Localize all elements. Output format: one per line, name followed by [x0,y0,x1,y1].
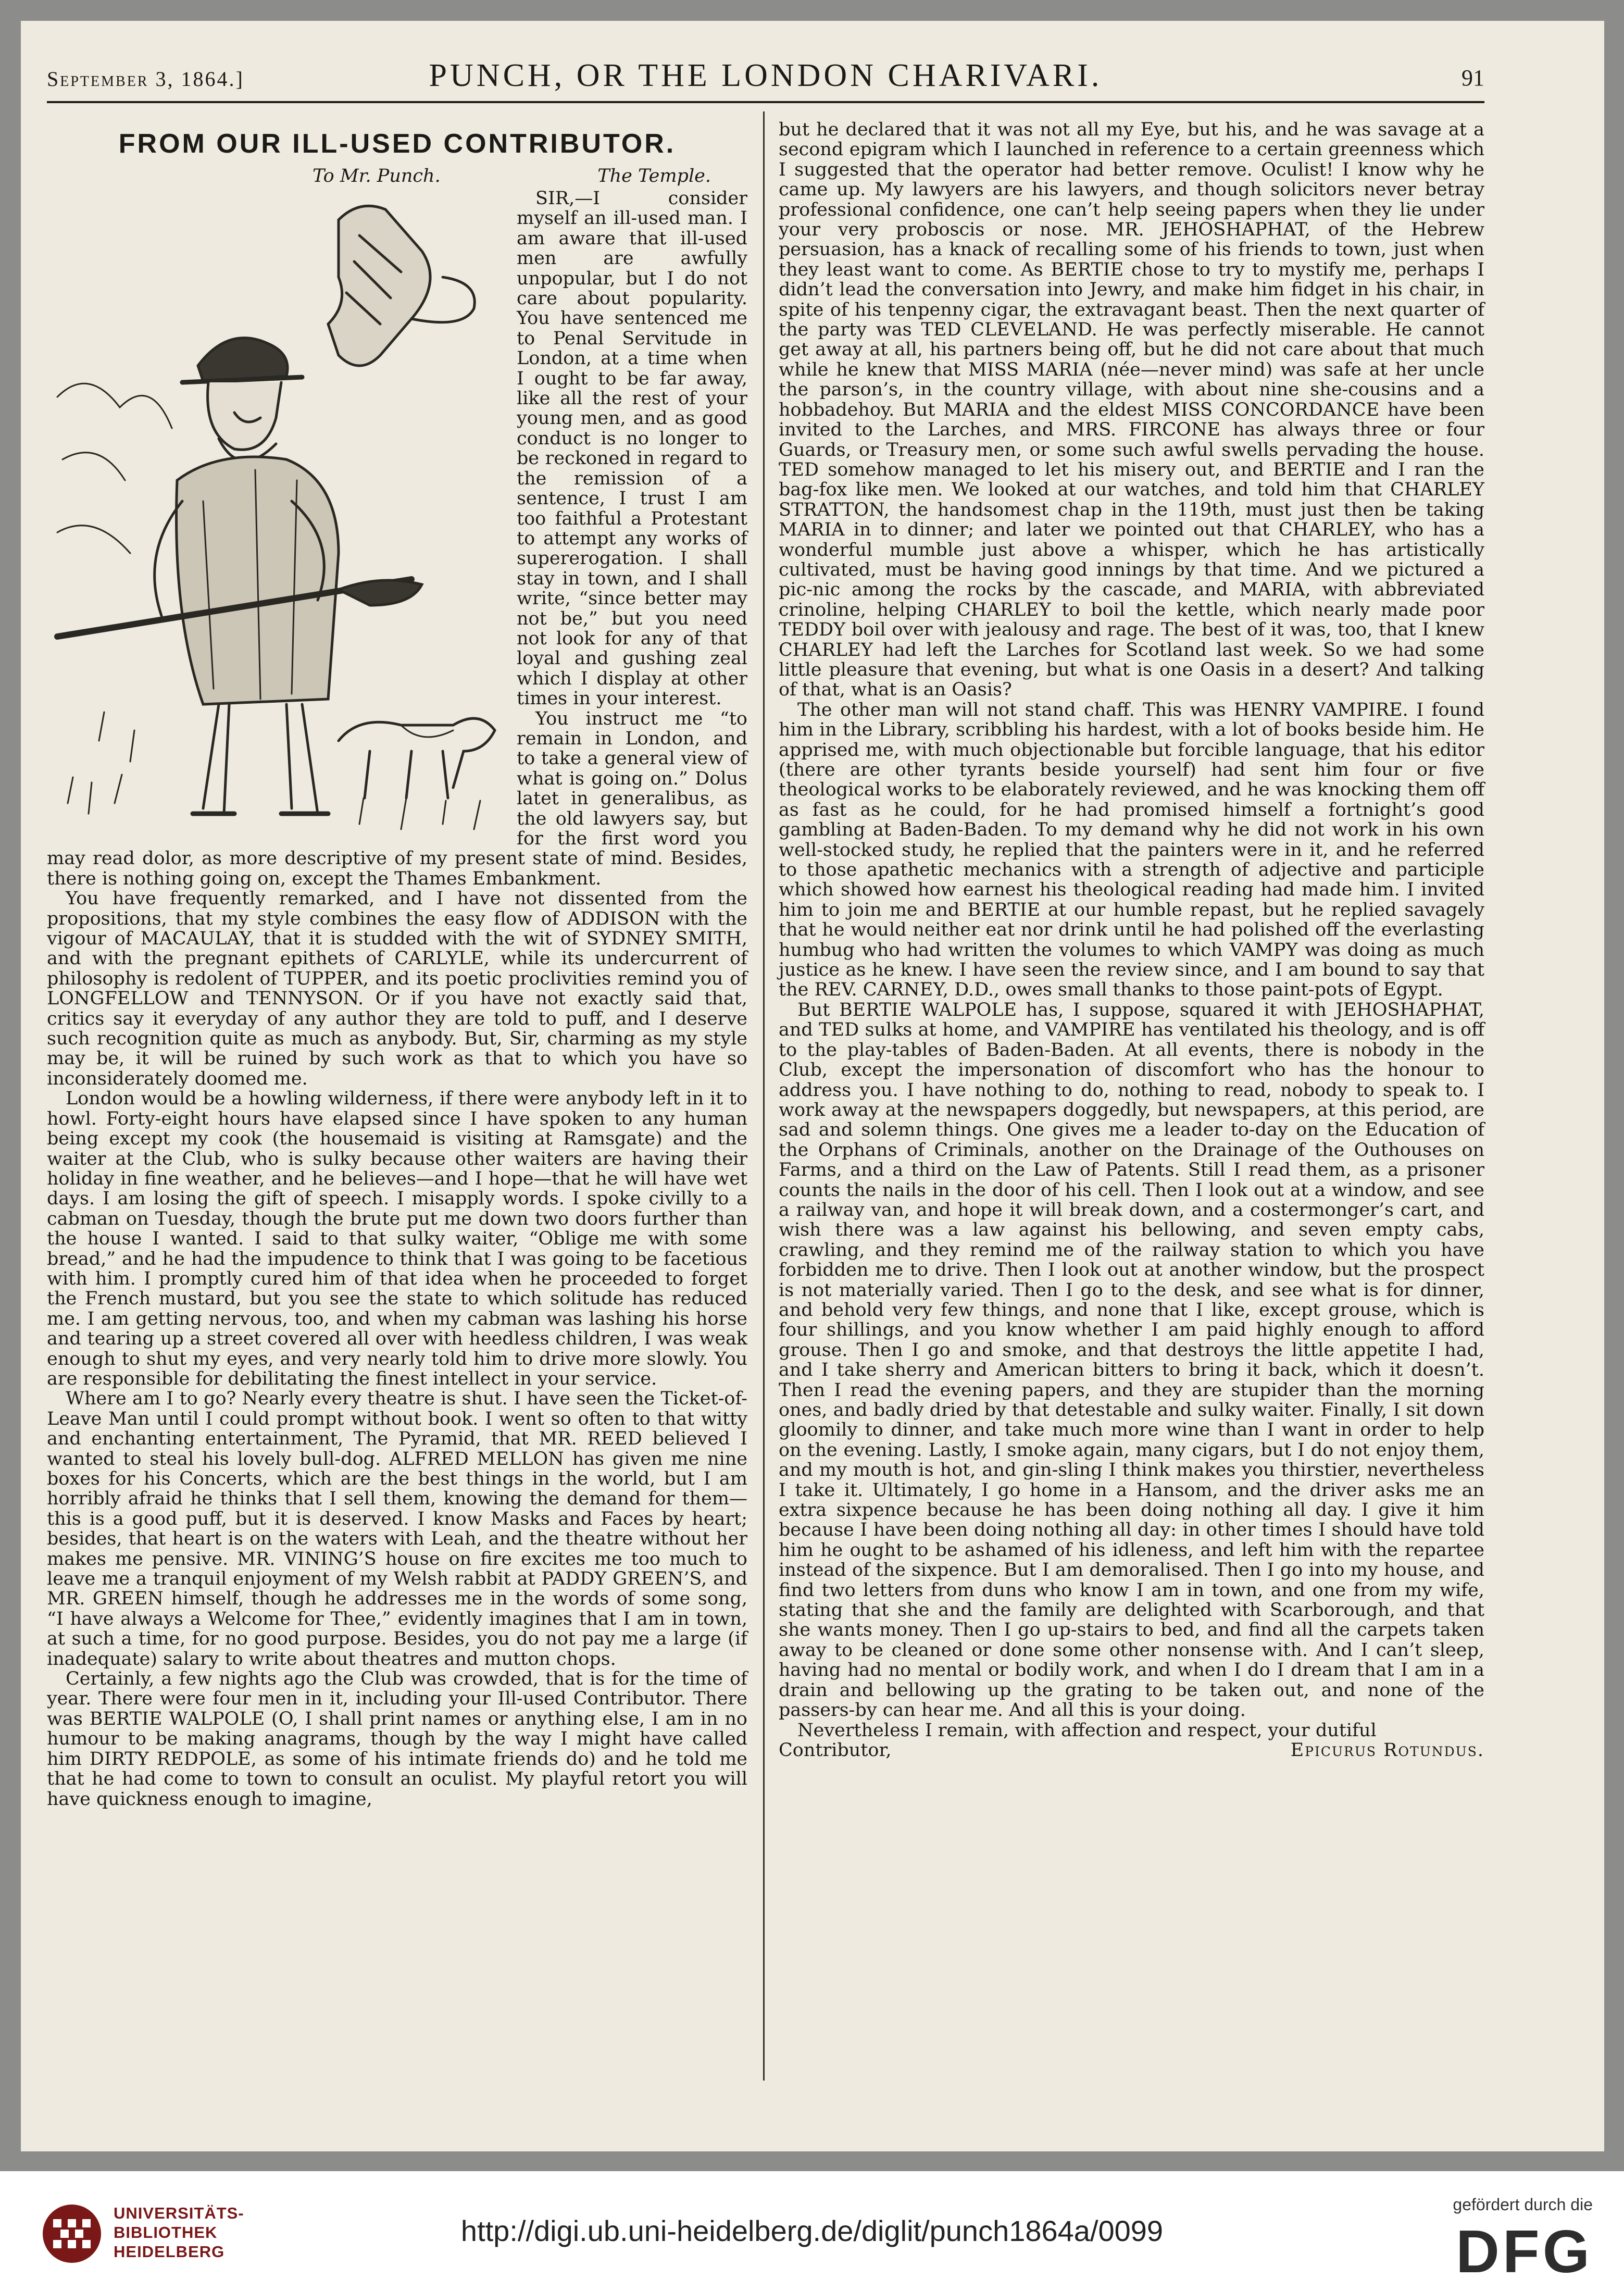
paragraph: The other man will not stand chaff. This was HENRY VAMPIRE. I found him in the Library, scribbling his hardest, with a lot of books beside him. He apprised me, with much objectionable but forcible language, that his editor (there are other tyrants beside yourself) had sent him four or five theological works to be elaborately reviewed, and he was knocking them off as fast as he could, for he had promised himself a fortnight’s good gambling at Baden-Baden. To my demand why he did not work in his own well-stocked study, he replied that the painters were in it, and he referred to those apathetic mechanics with a strength of adjective and participle which showed how earnest his theological reading had made him. I invited him to join me and BERTIE at our humble repast, but he replied savagely that he would neither eat nor drink until he had polished off the everlasting humbug who had written the volumes to which VAMPY was doing as much justice as he knew. I have seen the review since, and I am bound to say that the REV. CARNEY, D.D., owes small thanks to those paint-pots of Egypt. [779,699,1484,1001]
location: The Temple. [597,166,711,186]
issue-date: September 3, 1864.] [47,67,244,91]
scanned-page [21,21,1604,2151]
paragraph: You have frequently remarked, and I have not dissented from the propositions, that my style combines the easy flow of ADDISON with the vigour of MACAULAY, that it is studded with the wit of SYDNEY SMITH, and with the pregnant epithets of CARLYLE, while its undercurrent of philosophy is redolent of TUPPER, and its poetic proclivities remind you of LONGFELLOW and TENNYSON. Or if you have not exactly said that, critics say it everyday of any author they are told to puff, and I deserve such recognition quite as much as anybody. But, Sir, charming as my style may be, it will be ruined by such work as that to which you have so inconsiderately doomed me. [47,888,747,1089]
paragraph: But BERTIE WALPOLE has, I suppose, squared it with JEHOSHAPHAT, and TED sulks at home, and VAMPIRE has ventilated his theology, and is off to the play-tables of Baden-Baden. At all events, there is nobody in the Club, except the impersonation of discomfort who has the honour to address you. I have nothing to do, nothing to read, nobody to speak to. I work away at the newspapers doggedly, but newspapers, at this period, are sad and solemn things. One gives me a leader to-day on the Education of the Orphans of Criminals, another on the Drainage of the Outhouses on Farms, and a third on the Law of Patents. Still I read them, as a prisoner counts the nails in the door of his cell. Then I look out at a window, and see a railway van, and hope it will break down, and a costermonger’s cart, and wish there was a law against his bellowing, and seven empty cabs, crawling, and they remind me of the railway station to which you have forbidden me to drive. Then I look out at another window, but the prospect is not materially varied. Then I go to the desk, and see what is for dinner, and behold very few things, and none that I like, except grouse, which is four shillings, and you know whether I am paid highly enough to afford grouse. Then I go and smoke, and that destroys the little appetite I had, and I take sherry and American bitters to bring it back, which it doesn’t. Then I read the evening papers, and they are stupider than the morning ones, and badly dried by that detestable and sulky waiter. Finally, I sit down gloomily to dinner, and take much more wine than I want in order to help on the evening. Lastly, I smoke again, many cigars, but I do not enjoy them, and my mouth is hot, and gin-sling I think makes you thirstier, nevertheless I take it. Ultimately, I go home in a Hansom, and the driver asks me an extra sixpence because he has been doing nothing all day. I give it him because I have been doing nothing all day: in other times I should have told him he ought to be ashamed of his idleness, and left him with the repartee instead of the sixpence. But I am demoralised. Then I go into my house, and find two letters from duns who know I am in town, and one from my wife, stating that she and the family are delighted with Scarborough, and that she wants money. Then I go up-stairs to bed, and find all the carpets taken away to be cleaned or done some other nonsense with. And I can’t sleep, having had no mental or bodily work, and when I do I dream that I am in a drain and bellowing up the grating to be taken out, and none of the passers-by can hear me. And all this is your doing. [779,999,1484,1721]
header-rule [47,101,1484,103]
dfg-logo[interactable]: DFG [1456,2218,1593,2285]
running-head [47,57,1484,99]
paragraph: You instruct me “to remain in London, and to take a general view of what is going on.” Dolus latet in generalibus, as the old lawyers say, but for the first word you may read dolor, as more descriptive of my present state of mind. Besides, there is nothing going on, except the Thames Embankment. [47,708,747,889]
article-heading: FROM OUR ILL-USED CONTRIBUTOR. [118,129,676,159]
paragraph: Certainly, a few nights ago the Club was crowded, that is for the time of year. There were four men in it, including your Ill-used Contributor. There was BERTIE WALPOLE (O, I shall print names or anything else, I am in no humour to be making anagrams, though by the way I might have called him DIRTY REDPOLE, as some of his intimate friends do) and he told me that he had come to town to consult an oculist. My playful retort you will have quickness enough to imagine, [47,1669,747,1810]
column-right [779,120,1484,1760]
signature: Epicurus Rotundus. [1290,1739,1484,1761]
paragraph: Where am I to go? Nearly every theatre is shut. I have seen the Ticket-of-Leave Man until I could prompt without book. I went so often to that witty and enchanting entertainment, The Pyramid, that MR. REED believed I wanted to steal his lovely bull-dog. ALFRED MELLON has given me nine boxes for his Concerts, which are the best things in the world, but I am horribly afraid he thinks that I sell them, knowing the demand for them—this is a good puff, but it is deserved. I know Masks and Faces by heart; besides, that heart is on the waters with Leah, and the theatre without her makes me pensive. MR. VINING’S house on fire excites me too much to leave me a tranquil enjoyment of my Welsh rabbit at PADDY GREEN’S, and MR. GREEN himself, though he addresses me in the words of some song, “I have always a Welcome for Thee,” evidently imagines that I am in town, at such a time, for no good purpose. Besides, you do not pay me a large (if inadequate) salary to write about theatres and mutton chops. [47,1388,747,1670]
sportsman-with-gun-and-dog-illustration [47,189,505,846]
page-number: 91 [1461,65,1484,91]
closing: Contributor, [779,1739,892,1761]
paragraph: Nevertheless I remain, with affection and respect, your dutiful [797,1720,1377,1741]
permalink-url[interactable]: http://digi.ub.uni-heidelberg.de/diglit/punch1864a/0099 [460,2214,1164,2247]
publication-title: PUNCH, OR THE LONDON CHARIVARI. [429,58,1103,93]
paragraph: but he declared that it was not all my Eye, but his, and he was savage at a second epigram which I launched in reference to a certain greenness which I suggested that the operator had better remove. Oculist! I know why he came up. My lawyers are his lawyers, and though solicitors never betray professional confidence, one can’t help seeing papers when they lie under your very proboscis or nose. MR. JEHOSHAPHAT, of the Hebrew persuasion, has a knack of recalling some of his friends to town, just when they least want to come. As BERTIE chose to try to mystify me, perhaps I didn’t lead the conversation into Jewry, and make him fidget in his chair, in spite of his tenpenny cigar, the extravagant beast. Then the next quarter of the party was TED CLEVELAND. He was perfectly miserable. He cannot get away at all, his partners being off, but he did not care about that much while he knew that MISS MARIA (née—never mind) was safe at her uncle the parson’s, in the country village, with about nine she-cousins and a hobbadehoy. But MARIA and the eldest MISS CONCORDANCE have been invited to the Larches, and MRS. FIRCONE has always three or four Guards, or Treasury men, or some such awful swells pervading the house. TED somehow managed to let his misery out, and BERTIE and I ran the bag-fox like men. We looked at our watches, and told him that CHARLEY STRATTON, the handsomest chap in the 119th, must just then be taking MARIA in to dinner; and later we pointed out that CHARLEY, who has a wonderful mumble just above a whisper, which he has artistically cultivated, must be having good innings by that time. And we pictured a pic-nic among the rocks by the cascade, and MARIA, with abbreviated crinoline, helping CHARLEY to boil the kettle, which nearly made poor TEDDY boil over with jealousy and rage. The best of it was, too, that I knew CHARLEY had left the Larches for Scotland last week. So we had some little pleasure that evening, but what is one Oasis in a desert? And talking of that, what is an Oasis? [779,119,1484,701]
library-name-line: HEIDELBERG [114,2243,225,2261]
column-left [47,120,747,1809]
library-name-line: UNIVERSITÄTS- [114,2204,244,2222]
library-name-line: BIBLIOTHEK [114,2223,218,2242]
viewer-footer [0,2171,1624,2291]
paragraph: SIR,—I consider myself an ill-used man. I am aware that ill-used men are awfully unpopular, but I do not care about popularity. You have sentenced me to Penal Servitude in London, at a time when I ought to be far away, like all the rest of your young men, and as good conduct is no longer to be reckoned in regard to the remission of a sentence, I trust I am too faithful a Protestant to attempt any works of supererogation. I shall stay in town, and I shall write, “since better may not be,” but you need not look for any of that loyal and gushing zeal which I display at other times in your interest. [517,188,747,709]
sponsor-label: gefördert durch die [1453,2195,1593,2214]
page-content [47,57,1484,2131]
sign-off [779,1740,1484,1760]
salutation-line [47,166,747,186]
paragraph: London would be a howling wilderness, if there were anybody left in it to howl. Forty-eight hours have elapsed since I have spoken to any human being except my cook (the housemaid is visiting at Ramsgate) and the waiter at the Club, who is sulky because other waiters are having their holiday in fine weather, and he believes—and I hope—that he will have wet days. I am losing the gift of speech. I misapply words. I spoke civilly to a cabman on Tuesday, though the brute put me down two doors further than the house I wanted. I said to that sulky waiter, “Oblige me with some bread,” and he had the impudence to think that I was going to be facetious with him. I promptly cured him of that idea when he proceeded to forget the French mustard, but you see the state to which solitude has reduced me. I am getting nervous, too, and when my cabman was lashing his horse and tearing up a street covered all over with heedless children, I was weak enough to shut my eyes, and very nearly told him to drive more slowly. You are responsible for debilitating the finest intellect in your service. [47,1088,747,1389]
column-divider [763,111,765,2081]
addressee: To Mr. Punch. [313,166,441,186]
